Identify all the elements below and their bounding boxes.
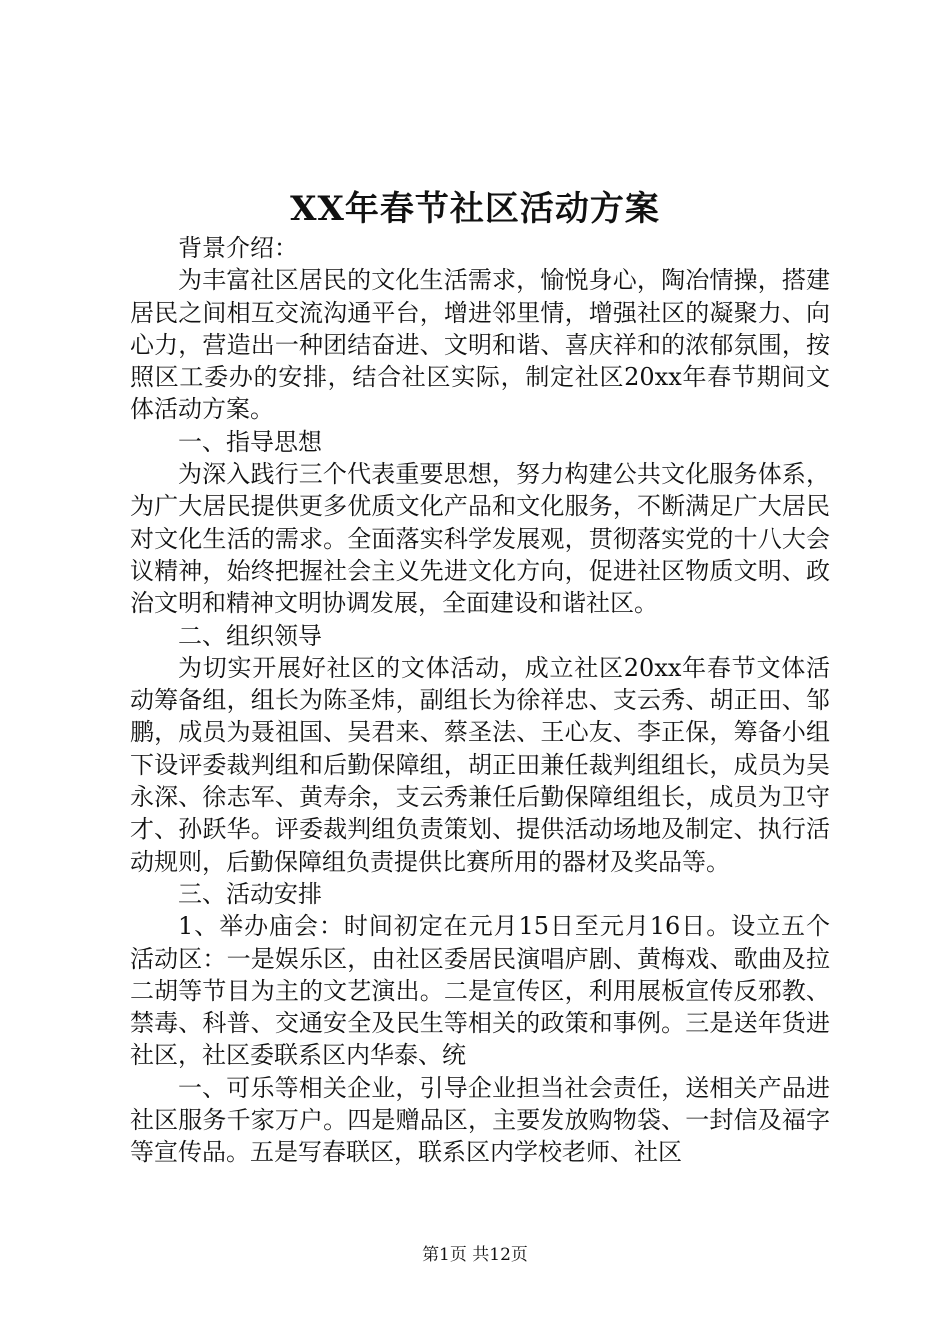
paragraph-guiding-thought: 为深入践行三个代表重要思想，努力构建公共文化服务体系，为广大居民提供更多优质文化产品和文化服务，不断满足广大居民对文化生活的需求。全面落实科学发展观，贯彻落实党的十八大会议精神，始终把握社会主义先进文化方向，促进社区物质文明、政治文明和精神文明协调发展，全面建设和谐社区。 [130, 460, 830, 618]
paragraph-organization: 为切实开展好社区的文体活动，成立社区20xx年春节文体活动筹备组，组长为陈圣炜，副组长为徐祥忠、支云秀、胡正田、邹鹏，成员为聂祖国、吴君来、蔡圣法、王心友、李正保，筹备小组下设评委裁判组和后勤保障组，胡正田兼任裁判组组长，成员为吴永深、徐志军、黄寿余，支云秀兼任后勤保障组组长，成员为卫守才、孙跃华。评委裁判组负责策划、提供活动场地及制定、执行活动规则，后勤保障组负责提供比赛所用的器材及奖品等。 [130, 653, 830, 876]
paragraph-background: 为丰富社区居民的文化生活需求，愉悦身心，陶冶情操，搭建居民之间相互交流沟通平台，增进邻里情，增强社区的凝聚力、向心力，营造出一种团结奋进、文明和谐、喜庆祥和的浓郁氛围，按照区工委办的安排，结合社区实际，制定社区20xx年春节期间文体活动方案。 [130, 266, 830, 424]
section-heading-activities: 三、活动安排 [178, 879, 322, 908]
section-heading-background: 背景介绍： [178, 234, 298, 262]
page-footer: 第1页 共12页 [422, 1245, 528, 1265]
paragraph-temple-fair: 1、举办庙会：时间初定在元月15日至元月16日。设立五个活动区：一是娱乐区，由社区委居民演唱庐剧、黄梅戏、歌曲及拉二胡等节目为主的文艺演出。二是宣传区，利用展板宣传反邪教、禁毒、科普、交通安全及民生等相关的政策和事例。三是送年货进社区，社区委联系区内华泰、统 [130, 912, 830, 1070]
paragraph-temple-fair-continued: 一、可乐等相关企业，引导企业担当社会责任，送相关产品进社区服务千家万户。四是赠品区，主要发放购物袋、一封信及福字等宣传品。五是写春联区，联系区内学校老师、社区 [130, 1073, 830, 1167]
document-title: XX年春节社区活动方案 [290, 189, 660, 229]
section-heading-organization: 二、组织领导 [178, 621, 322, 650]
document-body [130, 232, 830, 1169]
section-heading-guiding-thought: 一、指导思想 [178, 427, 322, 456]
